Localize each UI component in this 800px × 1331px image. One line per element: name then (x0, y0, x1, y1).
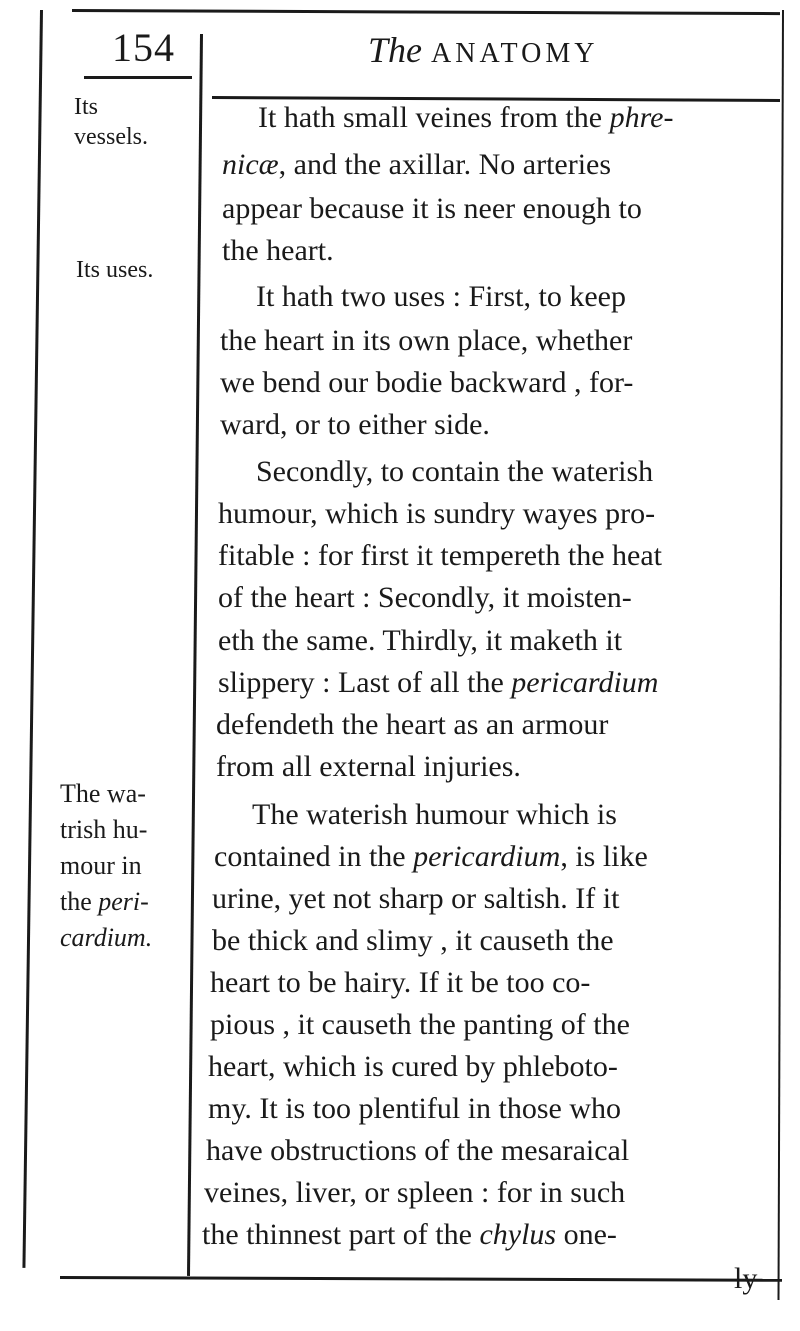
margin-note-italic: peri- (98, 887, 149, 916)
margin-note-line: trish hu- (60, 815, 148, 844)
catchword: ly (734, 1262, 758, 1295)
running-head (368, 32, 599, 72)
body-text: It hath small veines from the (258, 101, 610, 134)
margin-note-line: Its uses. (76, 257, 154, 283)
body-line: the heart. (222, 234, 334, 267)
body-line: we bend our bodie backward , for- (220, 366, 634, 399)
body-line: appear because it is neer enough to (222, 192, 642, 225)
body-text: contained in the (214, 840, 414, 873)
right-rule (777, 10, 784, 1300)
margin-note-line: The wa- (60, 779, 146, 808)
body-text: , and the axillar. No arteries (278, 148, 612, 181)
body-italic: phre- (609, 101, 674, 134)
bottom-rule (60, 1276, 782, 1282)
body-line: fitable : for first it tempereth the heat (218, 539, 662, 572)
body-line (222, 148, 611, 182)
body-text: one- (556, 1218, 617, 1251)
body-line: my. It is too plentiful in those who (208, 1092, 622, 1125)
margin-note-humour (60, 776, 152, 956)
body-line: veines, liver, or spleen : for in such (204, 1176, 626, 1209)
body-text: slippery : Last of all the (218, 666, 512, 699)
body-line (214, 840, 648, 874)
margin-note-line: vessels. (74, 124, 148, 150)
margin-note-uses (76, 255, 153, 285)
body-italic: nicæ (222, 148, 279, 181)
body-line (218, 666, 658, 700)
body-line (258, 101, 673, 135)
body-line: be thick and slimy , it causeth the (212, 924, 614, 957)
body-italic: pericardium (413, 840, 561, 873)
page-number: 154 (112, 25, 175, 70)
body-line: urine, yet not sharp or saltish. If it (212, 882, 620, 915)
top-rule (72, 9, 780, 15)
body-line: It hath two uses : First, to keep (256, 280, 626, 313)
running-head-article: The (368, 30, 422, 70)
body-line: humour, which is sundry wayes pro- (218, 497, 656, 530)
body-line: ward, or to either side. (220, 408, 490, 441)
body-line: defendeth the heart as an armour (216, 708, 609, 741)
body-line: eth the same. Thirdly, it maketh it (218, 624, 623, 657)
margin-note-line: mour in (60, 851, 142, 880)
margin-note-line: cardium. (60, 923, 153, 952)
body-line: The waterish humour which is (252, 798, 617, 831)
column-divider-rule (187, 34, 203, 1276)
body-text: the thinnest part of the (202, 1218, 480, 1251)
body-italic: pericardium (511, 666, 659, 699)
body-line (202, 1218, 617, 1252)
margin-note-line (60, 884, 152, 920)
body-line: the heart in its own place, whether (220, 324, 633, 357)
body-line: of the heart : Secondly, it moisten- (218, 581, 632, 614)
body-text: , is like (560, 840, 648, 873)
body-italic: chylus (479, 1218, 557, 1251)
body-line: from all external injuries. (216, 750, 521, 783)
body-line: heart, which is cured by phleboto- (208, 1050, 618, 1083)
margin-note-vessels (74, 92, 148, 152)
running-head-title: ANATOMY (431, 38, 599, 69)
page-number-underline (84, 76, 192, 79)
margin-note-line: Its (74, 94, 98, 120)
margin-note-text: the (60, 887, 99, 916)
body-line: pious , it causeth the panting of the (210, 1008, 630, 1041)
left-margin-rule (22, 10, 43, 1268)
body-line: have obstructions of the mesaraical (206, 1134, 630, 1167)
body-line: Secondly, to contain the waterish (256, 455, 654, 488)
body-line: heart to be hairy. If it be too co- (210, 966, 591, 999)
